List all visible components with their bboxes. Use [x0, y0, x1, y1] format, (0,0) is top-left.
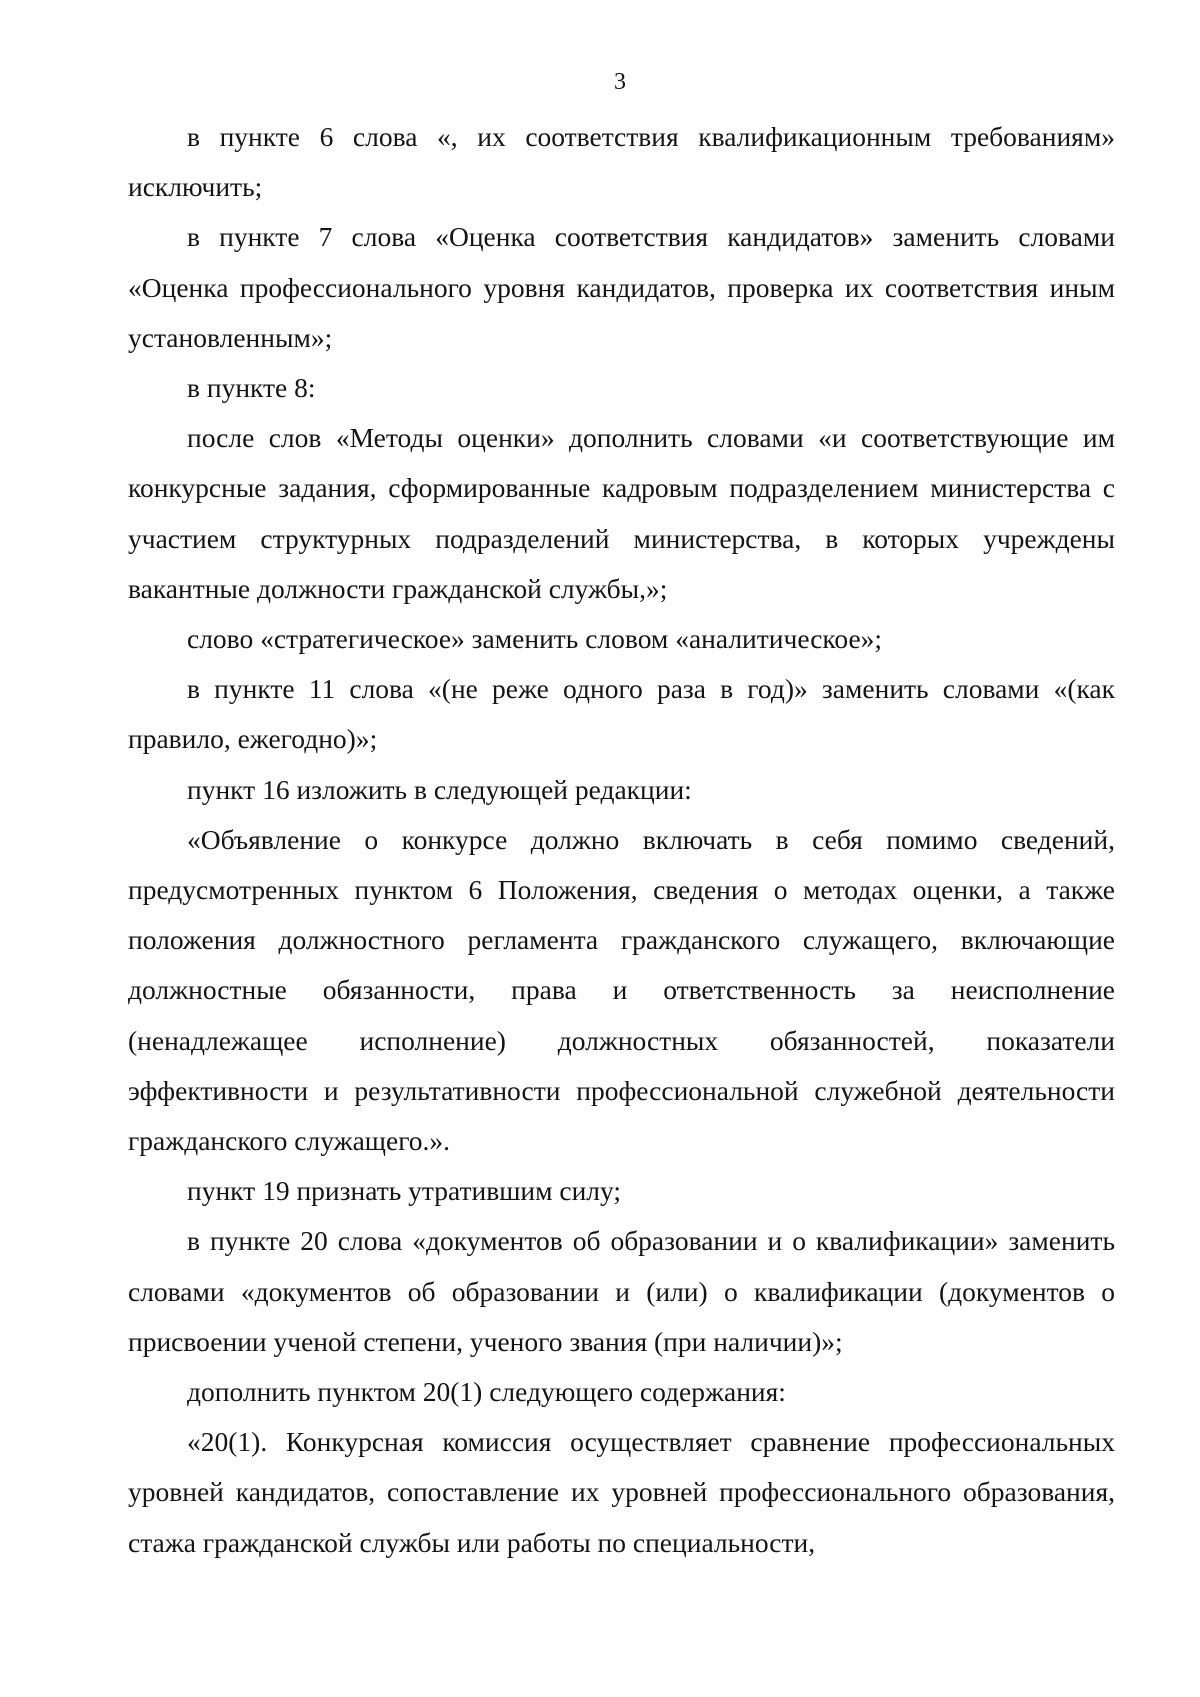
- paragraph-item-16-heading: пункт 16 изложить в следующей редакции:: [187, 773, 692, 805]
- paragraph-item-20-1-text: «20(1). Конкурсная комиссия осуществляет сравнение профессиональных уровней кандидатов, сопоставление их уровней профессионального образования, стажа гражданской службы или работы по специальности,: [128, 1426, 1115, 1558]
- paragraph-item-8-methods: после слов «Методы оценки» дополнить словами «и соответствующие им конкурсные задания, сформированные кадровым подразделением министерства с участием структурных подразделений министерства, в которых учреждены вакантные должности гражданской службы,»;: [128, 422, 1115, 604]
- paragraph-item-11-amendment: в пункте 11 слова «(не реже одного раза в год)» заменить словами «(как правило, ежегодно)»;: [128, 673, 1115, 755]
- paragraph-item-6-amendment: в пункте 6 слова «, их соответствия квалификационным требованиям» исключить;: [128, 121, 1115, 203]
- paragraph-item-8-heading: в пункте 8:: [187, 372, 316, 404]
- paragraph-item-7-amendment: в пункте 7 слова «Оценка соответствия кандидатов» заменить словами «Оценка профессионального уровня кандидатов, проверка их соответствия иным установленным»;: [128, 221, 1115, 353]
- paragraph-item-8-word-replacement: слово «стратегическое» заменить словом «аналитическое»;: [187, 623, 883, 655]
- paragraph-item-20-amendment: в пункте 20 слова «документов об образовании и о квалификации» заменить словами «документов об образовании и (или) о квалификации (документов о присвоении ученой степени, ученого звания (при наличии)»;: [128, 1225, 1115, 1357]
- paragraph-item-16-text: «Объявление о конкурсе должно включать в себя помимо сведений, предусмотренных пунктом 6 Положения, сведения о методах оценки, а также положения должностного регламента гражданского служащего, включающие должностные обязанности, права и ответственность за неисполнение (ненадлежащее исполнение) должностных обязанностей, показатели эффективности и результативности профессиональной служебной деятельности гражданского служащего.».: [128, 823, 1115, 1157]
- paragraph-item-19-repeal: пункт 19 признать утратившим силу;: [187, 1175, 622, 1207]
- paragraph-item-20-1-heading: дополнить пунктом 20(1) следующего содержания:: [187, 1376, 786, 1408]
- document-body: [128, 112, 1115, 1568]
- page-number: 3: [614, 69, 626, 95]
